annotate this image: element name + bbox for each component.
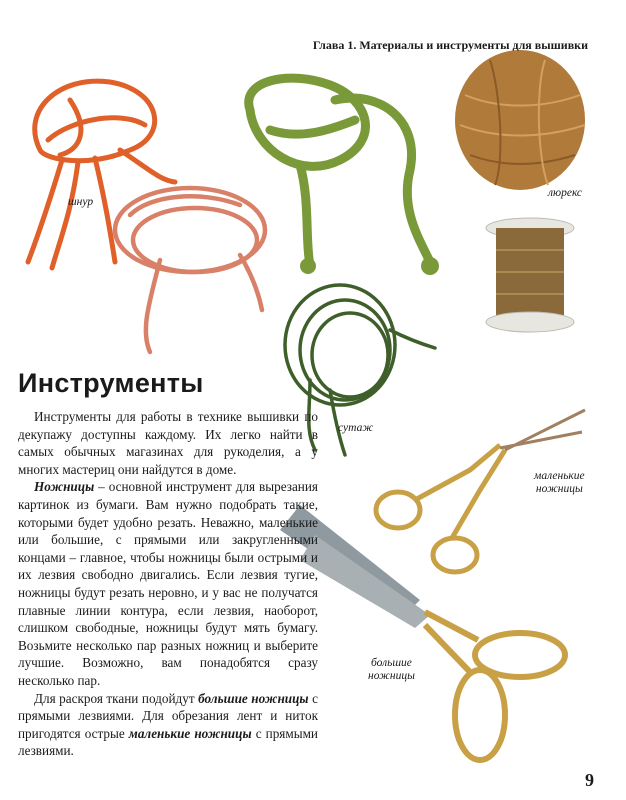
pink-cord-image — [115, 188, 265, 352]
section-body — [18, 408, 318, 760]
paragraph-3 — [18, 690, 318, 760]
caption-big-scissors-line1: большие — [370, 657, 412, 669]
page-number: 9 — [585, 770, 594, 790]
caption-lurex: люрекс — [548, 187, 583, 199]
chapter-header: Глава 1. Материалы и инструменты для вышивки — [312, 38, 588, 52]
term-big-scissors: большие ножницы — [198, 690, 309, 706]
paragraph-2 — [18, 478, 318, 689]
lurex-ball-image — [455, 50, 585, 190]
lurex-spool-image — [486, 218, 574, 332]
term-small-scissors: маленькие ножницы — [128, 725, 252, 741]
paragraph-3-text-b: с прямыми лезвиями. Для обрезания лент и ниток пригодятся острые — [18, 690, 318, 741]
paragraph-1: Инструменты для работы в технике вышивки по декупажу доступны каждому. Их легко найти в самых обычных магазинах для рукоделия, а у многих мастериц они найдутся в доме. — [18, 409, 318, 477]
paragraph-2-text: – основной инструмент для вырезания картинок из бумаги. Вам нужно подобрать такие, которыми будет удобно резать. Неважно, маленькие или большие, с прямыми или закругленными концами – главное, чтобы ножницы были острыми и их лезвия свободно двигались. Если лезвия тугие, ножницы будут резать неровно, и у вас не получатся плавные линии контура, если лезвия, наоборот, слишком свободные, ножницы будут мять бумагу. Возьмите несколько пар разных ножниц и выберите лучшие. Возможно, вам понадобятся сразу несколько пар. — [18, 479, 318, 688]
caption-cord: шнур — [68, 196, 94, 208]
caption-soutache: сутаж — [338, 422, 374, 434]
green-cord-knot-left — [300, 258, 316, 274]
green-cord-image — [249, 78, 430, 265]
big-scissors-image — [280, 505, 565, 760]
paragraph-3-text-c: с прямыми лезвиями. — [18, 725, 318, 759]
green-cord-knot-right — [421, 257, 439, 275]
section-title: Инструменты — [18, 368, 204, 398]
caption-big-scissors-line2: ножницы — [368, 670, 415, 682]
orange-cord-image — [28, 81, 175, 268]
caption-small-scissors-line1: маленькие — [534, 470, 585, 482]
caption-small-scissors — [534, 470, 585, 496]
caption-small-scissors-line2: ножницы — [535, 483, 583, 495]
caption-big-scissors — [368, 657, 415, 683]
term-scissors: Ножницы — [34, 479, 95, 495]
paragraph-3-text-a: Для раскроя ткани подойдут — [34, 690, 199, 706]
